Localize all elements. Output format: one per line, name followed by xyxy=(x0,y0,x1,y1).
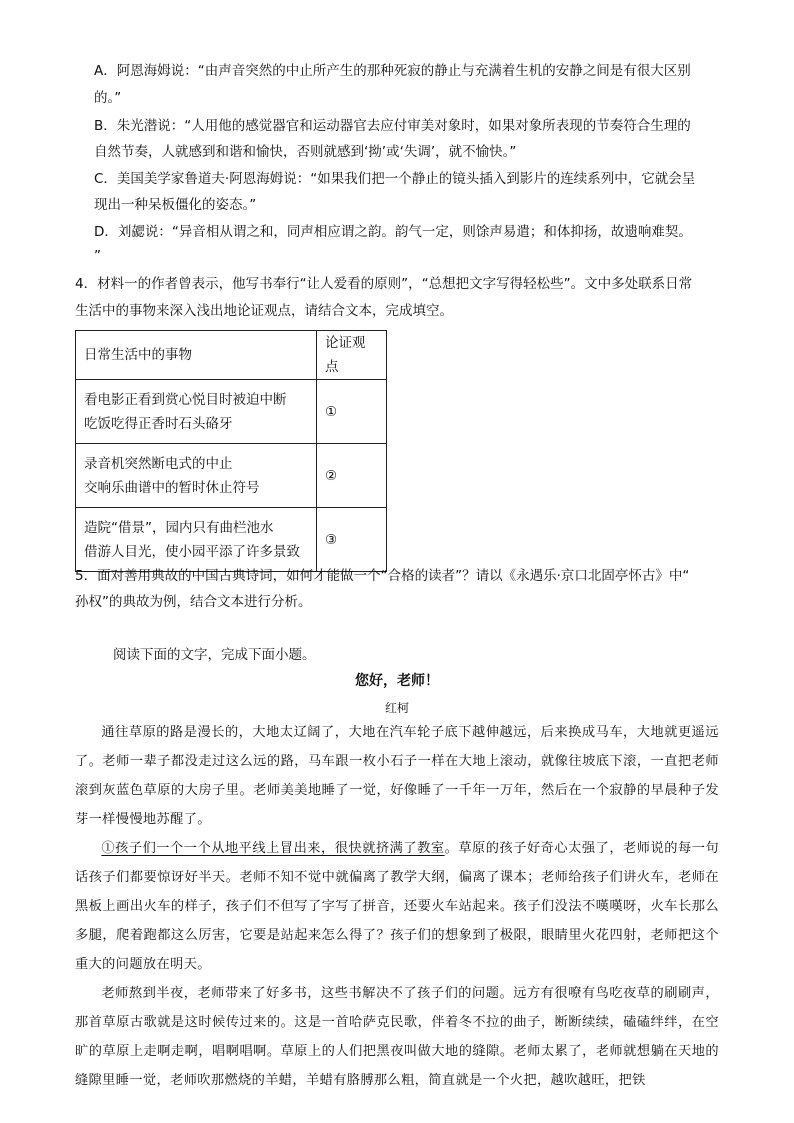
option-a-line2: 的。” xyxy=(94,90,122,106)
question4-line1: 4．材料一的作者曾表示，他写书奉行“让人爱看的原则”，“总想把文字写得轻松些”。文中多处联系日常 xyxy=(75,276,693,292)
table-cell-things xyxy=(76,444,317,508)
paragraph-2 xyxy=(75,834,719,979)
reading-instruction: 阅读下面的文字，完成下面小题。 xyxy=(113,647,316,663)
paragraph-2-rest: 。草原的孩子好奇心太强了，老师说的每一句话孩子们都要惊讶好半天。老师不知不觉中就偏离了教学大纲，偏离了课本；老师给孩子们讲火车，老师在黑板上画出火车的样子，孩子们不但写了字写了拼音，还要火车站起来。孩子们没法不嘆嘆呀，火车长那么多腿，爬着跑都这么厉害，它要是站起来怎么得了？孩子们的想象到了极限，眼睛里火花四射，老师把这个重大的问题放在明天。 xyxy=(75,841,720,972)
article-title: 您好，老师！ xyxy=(355,673,439,689)
table-cell-blank-1: ① xyxy=(317,380,387,444)
table-header-viewpoint: 论证观点 xyxy=(317,331,387,380)
table-cell-things xyxy=(76,508,317,572)
cell-line: 看电影正看到赏心悦目时被迫中断 xyxy=(84,391,287,408)
option-a-line1: A．阿恩海姆说：“由声音突然的中止所产生的那种死寂的静止与充满着生机的安静之间是有很大区别 xyxy=(94,63,691,79)
table-header-things: 日常生活中的事物 xyxy=(76,331,317,380)
underlined-sentence-1: ①孩子们一个一个从地平线上冒出来，很快就挤满了教室 xyxy=(101,841,445,856)
table-cell-things xyxy=(76,380,317,444)
option-c-line1: C．美国美学家鲁道夫·阿恩海姆说：“如果我们把一个静止的镜头插入到影片的连续系列中，它就会呈 xyxy=(94,171,696,187)
cell-line: 交响乐曲谱中的暂时休止符号 xyxy=(84,479,260,496)
question4-line2: 生活中的事物来深入浅出地论证观点，请结合文本，完成填空。 xyxy=(75,303,453,319)
question5-line1: 5．面对善用典故的中国古典诗词，如何才能做一个“合格的读者”？请以《永遇乐·京口北固亭怀古》中“ xyxy=(75,568,690,584)
question5-line2: 孙权”的典故为例，结合文本进行分析。 xyxy=(75,594,312,610)
table-row xyxy=(76,444,387,508)
table-header-row xyxy=(76,331,387,380)
cell-line: 借游人目光，使小园平添了许多景致 xyxy=(84,543,300,560)
option-d-line2: ” xyxy=(94,248,101,264)
option-b-line2: 自然节奏，人就感到和谐和愉快，否则就感到‘拗’或‘失调’，就不愉快。” xyxy=(94,144,517,160)
table-row xyxy=(76,508,387,572)
option-d-line1: D．刘勰说：“异音相从谓之和，同声相应谓之韵。韵气一定，则馀声易遣；和体抑扬，故遗响难契。 xyxy=(94,224,692,240)
article-body xyxy=(75,718,719,1095)
table-cell-blank-2: ② xyxy=(317,444,387,508)
cell-line: 吃饭吃得正香时石头硌牙 xyxy=(84,415,233,432)
table-row xyxy=(76,380,387,444)
paragraph-3: 老师熬到半夜，老师带来了好多书，这些书解决不了孩子们的问题。远方有很嘹有鸟吃夜草的刷刷声，那首草原古歌就是这时候传过来的。这是一首哈萨克民歌，伴着冬不拉的曲子，断断续续，磕磕绊绊，在空旷的草原上走啊走啊，唱啊唱啊。草原上的人们把黑夜叫做大地的缝隙。老师太累了，老师就想躺在天地的缝隙里睡一觉，老师吹那燃烧的羊蜡，羊蜡有胳膊那么粗，简直就是一个火把，越吹越旺，把铁 xyxy=(75,986,719,1088)
cell-line: 录音机突然断电式的中止 xyxy=(84,455,233,472)
argument-table xyxy=(75,330,387,572)
option-b-line1: B．朱光潜说：“人用他的感觉器官和运动器官去应付审美对象时，如果对象所表现的节奏符合生理的 xyxy=(94,118,691,134)
table-cell-blank-3: ③ xyxy=(317,508,387,572)
article-author: 红柯 xyxy=(384,701,409,715)
cell-line: 造院“借景”，园内只有曲栏池水 xyxy=(84,519,274,536)
paragraph-1: 通往草原的路是漫长的，大地太辽阔了，大地在汽车轮子底下越伸越远，后来换成马车，大地就更遥远了。老师一辈子都没走过这么远的路，马车跟一枚小石子一样在大地上滚动，就像往坡底下滚，一直把老师滚到灰蓝色草原的大房子里。老师美美地睡了一觉，好像睡了一千年一万年，然后在一个寂静的早晨种子发芽一样慢慢地苏醒了。 xyxy=(75,725,719,827)
option-c-line2: 现出一种呆板僵化的姿态。” xyxy=(94,197,257,213)
